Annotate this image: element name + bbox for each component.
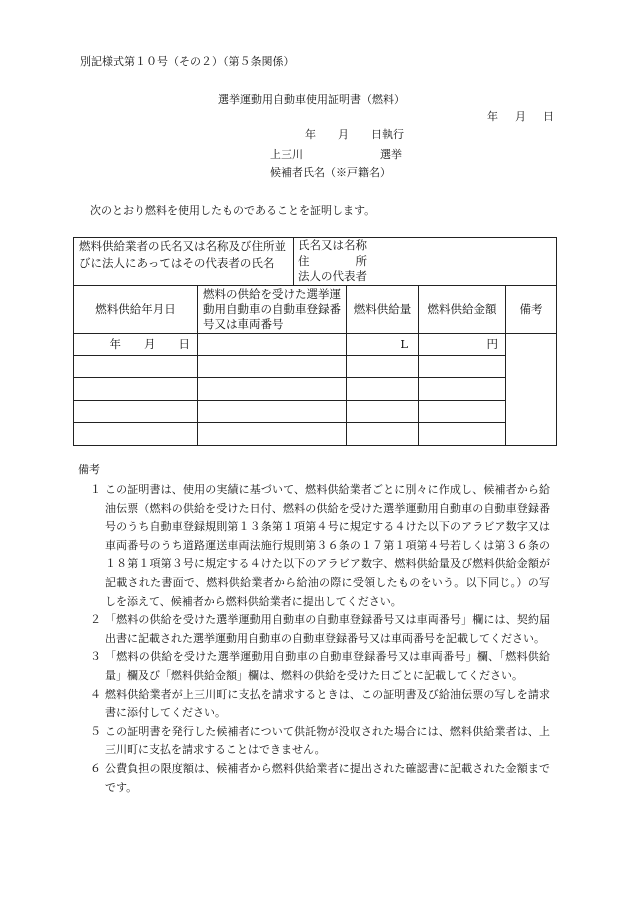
issue-date: 年 月 日 xyxy=(487,110,557,123)
header-remarks: 備考 xyxy=(506,285,557,333)
supply-date-cell xyxy=(74,355,198,377)
header-vehicle-number: 燃料の供給を受けた選挙運動用自動車の自動車登録番号又は車両番号 xyxy=(198,285,347,333)
election-name: 上三川 選挙 xyxy=(270,148,402,161)
note-item xyxy=(90,760,552,797)
form-number: 別記様式第１０号（その２）（第５条関係） xyxy=(80,55,295,68)
note-number: １ xyxy=(90,483,101,496)
note-number: ６ xyxy=(90,761,101,775)
fuel-amount-cell xyxy=(419,422,506,445)
vehicle-number-cell xyxy=(198,400,347,422)
vehicle-number-cell xyxy=(198,422,347,445)
fuel-quantity-cell xyxy=(347,355,419,377)
note-item xyxy=(90,481,552,611)
document-title: 選挙運動用自動車使用証明書（燃料） xyxy=(218,93,405,106)
note-item xyxy=(90,648,552,685)
candidate-name-label: 候補者氏名（※戸籍名） xyxy=(270,166,391,179)
header-fuel-amount: 燃料供給金額 xyxy=(419,285,506,333)
fuel-amount-cell xyxy=(419,377,506,400)
note-number: ３ xyxy=(90,650,101,664)
remarks-cell xyxy=(506,333,557,445)
fuel-amount-cell xyxy=(419,400,506,422)
fuel-quantity-cell xyxy=(347,422,419,445)
supply-date-cell xyxy=(74,422,198,445)
supplier-address-field: 住 所 xyxy=(298,253,368,268)
table-row xyxy=(74,355,557,377)
supplier-label: 燃料供給業者の氏名又は名称及び住所並びに法人にあってはその代表者の氏名 xyxy=(74,238,294,286)
note-item xyxy=(90,686,552,723)
vehicle-number-cell xyxy=(198,377,347,400)
table-header-row xyxy=(74,285,557,333)
supply-date-cell xyxy=(74,377,198,400)
supplier-representative-field: 法人の代表者 xyxy=(298,269,368,283)
table-row xyxy=(74,333,557,355)
note-text: この証明書を発行した候補者について供託物が没収された場合には、燃料供給業者は、上三川町に支払を請求することはできません。 xyxy=(105,724,550,757)
header-fuel-quantity: 燃料供給量 xyxy=(347,285,419,333)
note-text: 「燃料の供給を受けた選挙運動用自動車の自動車登録番号又は車両番号」欄には、契約届出書に記載された選挙運動用自動車の自動車登録番号又は車両番号を記載してください。 xyxy=(105,613,550,645)
header-supply-date: 燃料供給年月日 xyxy=(74,285,198,333)
notes-heading: 備考 xyxy=(78,463,100,476)
fuel-amount-cell: 円 xyxy=(419,333,506,355)
certificate-table xyxy=(73,237,557,446)
note-text: 「燃料の供給を受けた選挙運動用自動車の自動車登録番号又は車両番号」欄、「燃料供給量」欄及び「燃料供給金額」欄は、燃料の供給を受けた日ごとに記載してください。 xyxy=(105,650,550,682)
note-number: ４ xyxy=(90,687,101,701)
note-number: ２ xyxy=(90,613,101,627)
note-item xyxy=(90,611,552,648)
supplier-row xyxy=(74,238,557,286)
note-text: この証明書は、使用の実績に基づいて、燃料供給業者ごとに別々に作成し、候補者から給油伝票（燃料の供給を受けた日付、燃料の供給を受けた選挙運動用自動車の自動車登録番号のうち自動車登録規則第１３条第１項第４号に規定する４けた以下のアラビア数字又は車両番号のうち道路運送車両法施行規則第３６条の１７第１項第４号若しくは第３６条の１８第１項第３号に規定する４けた以下のアラビア数字、燃料供給量及び燃料供給金額が記載された書面で、燃料供給業者から給油の際に受領したものをいう。以下同じ。）の写しを添えて、候補者から燃料供給業者に提出してください。 xyxy=(105,483,550,608)
fuel-quantity-cell xyxy=(347,377,419,400)
fuel-quantity-cell: L xyxy=(347,333,419,355)
fuel-amount-cell xyxy=(419,355,506,377)
supplier-fields xyxy=(294,238,557,286)
note-text: 公費負担の限度額は、候補者から燃料供給業者に提出された確認書に記載された金額までです。 xyxy=(105,761,550,794)
note-number: ５ xyxy=(90,724,101,738)
fuel-quantity-cell xyxy=(347,400,419,422)
table-row xyxy=(74,400,557,422)
election-date: 年 月 日執行 xyxy=(305,128,404,141)
note-text: 燃料供給業者が上三川町に支払を請求するときは、この証明書及び給油伝票の写しを請求書に添付してください。 xyxy=(105,687,550,720)
note-item xyxy=(90,723,552,760)
table-row xyxy=(74,422,557,445)
supply-date-cell xyxy=(74,400,198,422)
table-row xyxy=(74,377,557,400)
supply-date-cell: 年 月 日 xyxy=(74,333,198,355)
vehicle-number-cell xyxy=(198,333,347,355)
notes-list xyxy=(90,481,552,797)
vehicle-number-cell xyxy=(198,355,347,377)
certification-statement: 次のとおり燃料を使用したものであることを証明します。 xyxy=(90,204,376,217)
supplier-name-field: 氏名又は名称 xyxy=(298,238,368,252)
